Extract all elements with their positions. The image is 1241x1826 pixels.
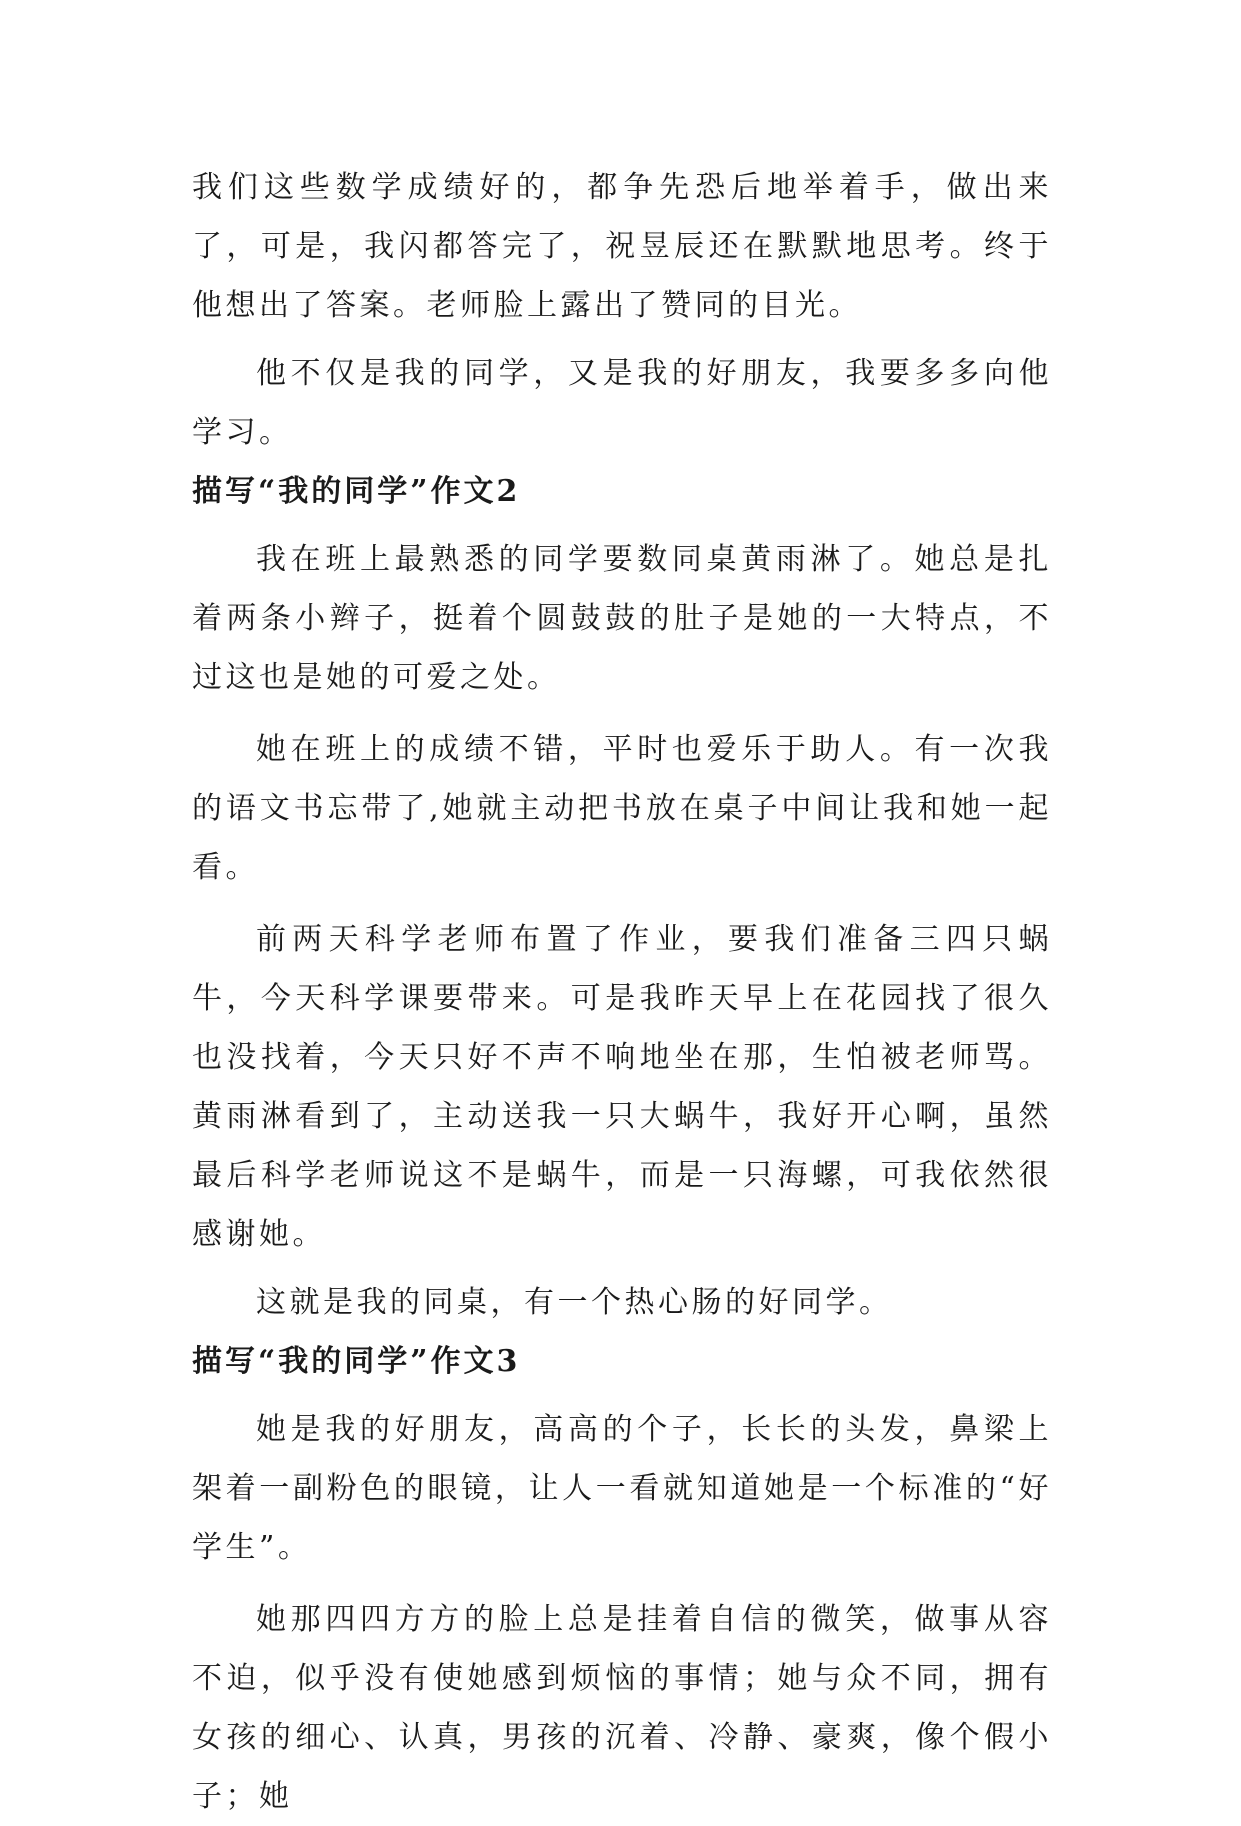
- paragraph-good-friend: 他不仅是我的同学，又是我的好朋友，我要多多向他学习。: [192, 356, 1052, 450]
- paragraph-personality: 她那四四方方的脸上总是挂着自信的微笑，做事从容不迫，似乎没有使她感到烦恼的事情；她与众不同，拥有女孩的细心、认真，男孩的沉着、冷静、豪爽，像个假小子；她: [192, 1602, 1052, 1814]
- essay-heading-3: 描写“我的同学”作文3: [192, 1344, 521, 1379]
- paragraph-appearance: 她是我的好朋友，高高的个子，长长的头发，鼻梁上架着一副粉色的眼镜，让人一看就知道她是一个标准的“好学生”。: [192, 1412, 1052, 1565]
- paragraph-helpful: 她在班上的成绩不错，平时也爱乐于助人。有一次我的语文书忘带了,她就主动把书放在桌子中间让我和她一起看。: [192, 732, 1052, 885]
- paragraph-snail-story: 前两天科学老师布置了作业，要我们准备三四只蜗牛，今天科学课要带来。可是我昨天早上在花园找了很久也没找着，今天只好不声不响地坐在那，生怕被老师骂。黄雨淋看到了，主动送我一只大蜗牛，我好开心啊，虽然最后科学老师说这不是蜗牛，而是一只海螺，可我依然很感谢她。: [192, 922, 1052, 1252]
- document-body: [192, 158, 1052, 1826]
- paragraph-deskmate-intro: 我在班上最熟悉的同学要数同桌黄雨淋了。她总是扎着两条小辫子，挺着个圆鼓鼓的肚子是她的一大特点，不过这也是她的可爱之处。: [192, 542, 1052, 695]
- essay-heading-2: 描写“我的同学”作文2: [192, 474, 521, 509]
- paragraph-math-class: 我们这些数学成绩好的，都争先恐后地举着手，做出来了，可是，我闪都答完了，祝昱辰还在默默地思考。终于他想出了答案。老师脸上露出了赞同的目光。: [192, 170, 1052, 323]
- paragraph-warm-hearted: 这就是我的同桌，有一个热心肠的好同学。: [256, 1285, 893, 1320]
